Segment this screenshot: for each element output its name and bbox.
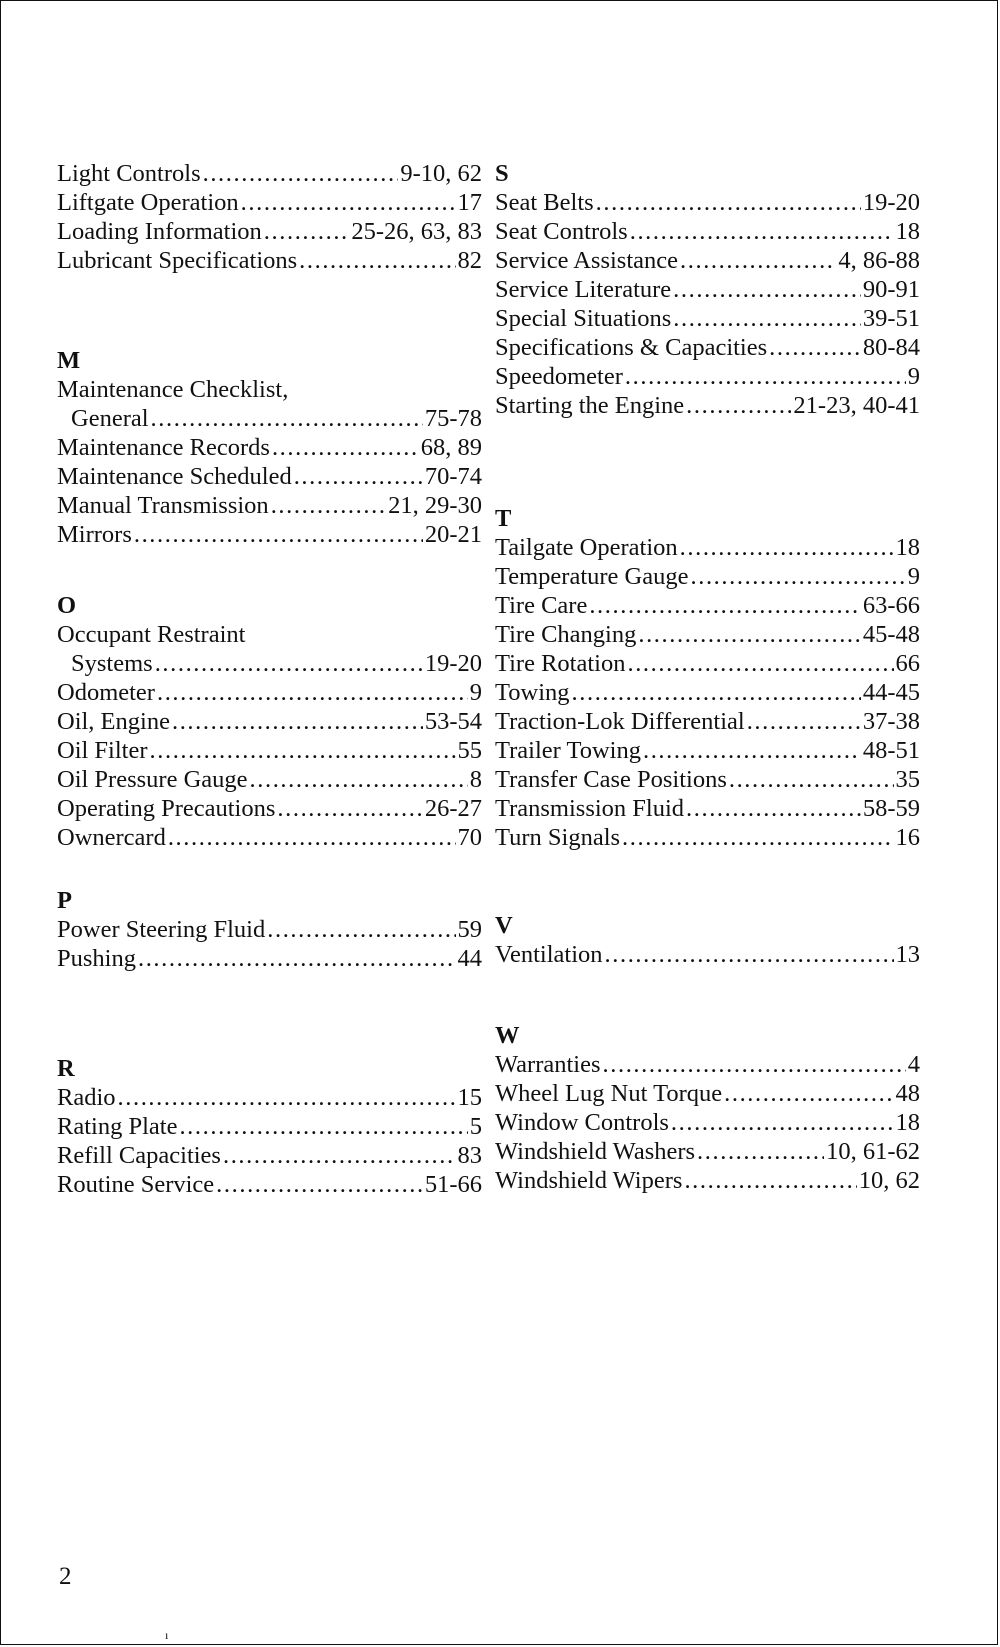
entry-label: Special Situations [495,305,672,332]
section-letter: S [495,160,509,187]
entry-page-numbers: 75-78 [424,405,482,432]
entry-label: Pushing [57,945,136,972]
entry-page-numbers: 19-20 [424,650,482,677]
dot-leader [157,678,468,707]
entry-label: Ownercard [57,824,166,851]
entry-label: Seat Belts [495,189,594,216]
entry-page-numbers: 90-91 [862,276,920,303]
entry-label: Loading Information [57,218,262,245]
dot-leader [299,246,455,275]
entry-page-numbers: 59 [457,916,482,943]
index-entry [495,217,920,246]
index-entry [495,1079,920,1108]
entry-label: Operating Precautions [57,795,276,822]
dot-leader [264,217,350,246]
dot-leader [155,649,423,678]
entry-label: Rating Plate [57,1113,178,1140]
index-entry [57,765,482,794]
index-entry [57,159,482,188]
section-letter: P [57,887,72,914]
entry-page-numbers: 18 [895,218,920,245]
entry-page-numbers: 80-84 [862,334,920,361]
entry-label: Seat Controls [495,218,628,245]
entry-page-numbers: 16 [895,824,920,851]
index-section [495,911,920,969]
entry-label: Windshield Wipers [495,1167,683,1194]
entry-label: Oil Pressure Gauge [57,766,248,793]
entry-page-numbers: 19-20 [862,189,920,216]
index-entry [495,304,920,333]
index-section [495,159,920,420]
dot-leader [680,246,836,275]
entry-page-numbers: 18 [895,1109,920,1136]
entry-label: Temperature Gauge [495,563,689,590]
page-number: 2 [59,1563,72,1590]
entry-label: Maintenance Scheduled [57,463,292,490]
dot-leader [622,823,893,852]
entry-page-numbers: 18 [895,534,920,561]
index-entry [57,462,482,491]
index-entry [57,188,482,217]
entry-label: Manual Transmission [57,492,269,519]
entry-label: General [71,405,149,432]
dot-leader [769,333,861,362]
dot-leader [697,1137,824,1166]
index-section [495,504,920,852]
entry-page-numbers: 21-23, 40-41 [793,392,920,419]
dot-leader [203,159,399,188]
entry-label: Service Assistance [495,247,679,274]
entry-label: Windshield Washers [495,1138,696,1165]
entry-page-numbers: 10, 62 [858,1167,920,1194]
entry-label: Mirrors [57,521,132,548]
dot-leader [680,533,894,562]
dot-leader [572,678,861,707]
entry-label: Trailer Towing [495,737,641,764]
entry-label: Radio [57,1084,116,1111]
entry-label: Window Controls [495,1109,669,1136]
dot-leader [223,1141,456,1170]
dot-leader [272,433,419,462]
index-entry [57,491,482,520]
index-entry [57,620,482,649]
dot-leader [630,217,894,246]
index-entry [495,765,920,794]
index-entry [57,1141,482,1170]
index-entry [57,678,482,707]
index-section [57,591,482,852]
index-entry [495,391,920,420]
entry-page-numbers: 20-21 [424,521,482,548]
entry-page-numbers: 48 [895,1080,920,1107]
entry-page-numbers: 5 [469,1113,482,1140]
index-entry [57,404,482,433]
entry-page-numbers: 26-27 [424,795,482,822]
entry-label: Warranties [495,1051,601,1078]
dot-leader [250,765,468,794]
index-entry [57,1083,482,1112]
index-entry [57,707,482,736]
index-entry [57,794,482,823]
dot-leader [605,940,894,969]
dot-leader [643,736,861,765]
dot-leader [267,915,455,944]
entry-page-numbers: 39-51 [862,305,920,332]
index-section [57,159,482,275]
index-entry [57,520,482,549]
index-entry [495,533,920,562]
entry-page-numbers: 53-54 [424,708,482,735]
section-letter: T [495,505,512,532]
index-entry [57,375,482,404]
entry-label: Starting the Engine [495,392,685,419]
entry-page-numbers: 13 [895,941,920,968]
entry-label: Odometer [57,679,155,706]
index-entry [495,275,920,304]
dot-leader [294,462,423,491]
scan-speck: ı [165,1628,169,1642]
entry-page-numbers: 45-48 [862,621,920,648]
entry-page-numbers: 48-51 [862,737,920,764]
dot-leader [729,765,894,794]
entry-page-numbers: 9-10, 62 [400,160,482,187]
entry-label: Oil, Engine [57,708,170,735]
index-entry [57,1112,482,1141]
index-entry [495,823,920,852]
index-entry [57,246,482,275]
dot-leader [138,944,456,973]
entry-page-numbers: 70-74 [424,463,482,490]
entry-page-numbers: 70 [457,824,482,851]
index-entry [495,1108,920,1137]
entry-page-numbers: 82 [457,247,482,274]
entry-label: Oil Filter [57,737,148,764]
entry-page-numbers: 4 [907,1051,920,1078]
index-entry [495,562,920,591]
index-entry [495,333,920,362]
entry-label: Tire Care [495,592,588,619]
dot-leader [134,520,423,549]
dot-leader [691,562,906,591]
entry-page-numbers: 15 [457,1084,482,1111]
entry-label: Refill Capacities [57,1142,221,1169]
entry-page-numbers: 35 [895,766,920,793]
index-entry [57,1170,482,1199]
entry-page-numbers: 63-66 [862,592,920,619]
section-letter: O [57,592,77,619]
entry-label: Ventilation [495,941,603,968]
dot-leader [271,491,386,520]
index-entry [57,217,482,246]
index-entry [57,823,482,852]
entry-page-numbers: 58-59 [862,795,920,822]
dot-leader [596,188,861,217]
section-letter: W [495,1022,520,1049]
entry-label: Occupant Restraint [57,621,246,648]
index-entry [495,188,920,217]
entry-label: Liftgate Operation [57,189,239,216]
dot-leader [671,1108,894,1137]
dot-leader [118,1083,456,1112]
dot-leader [638,620,860,649]
entry-page-numbers: 9 [907,563,920,590]
entry-label: Specifications & Capacities [495,334,768,361]
entry-label: Lubricant Specifications [57,247,298,274]
index-entry [495,794,920,823]
index-entry [495,707,920,736]
index-entry [495,736,920,765]
index-entry [495,678,920,707]
entry-page-numbers: 55 [457,737,482,764]
dot-leader [241,188,456,217]
dot-leader [172,707,423,736]
entry-label: Systems [71,650,153,677]
index-entry [57,944,482,973]
entry-label: Speedometer [495,363,623,390]
index-entry [495,1050,920,1079]
dot-leader [684,1166,856,1195]
entry-page-numbers: 21, 29-30 [388,492,482,519]
entry-page-numbers: 66 [895,650,920,677]
entry-page-numbers: 25-26, 63, 83 [351,218,482,245]
dot-leader [747,707,861,736]
index-section [495,1021,920,1195]
entry-label: Tire Rotation [495,650,626,677]
index-section [57,886,482,973]
entry-page-numbers: 44-45 [862,679,920,706]
entry-label: Maintenance Records [57,434,270,461]
index-entry [495,1137,920,1166]
index-section [57,346,482,549]
dot-leader [277,794,422,823]
dot-leader [673,304,861,333]
entry-page-numbers: 17 [457,189,482,216]
index-entry [57,736,482,765]
entry-label: Transfer Case Positions [495,766,727,793]
index-entry [57,649,482,678]
entry-page-numbers: 10, 61-62 [826,1138,920,1165]
entry-label: Turn Signals [495,824,621,851]
entry-page-numbers: 44 [457,945,482,972]
entry-label: Towing [495,679,570,706]
entry-page-numbers: 83 [457,1142,482,1169]
index-entry [495,649,920,678]
dot-leader [627,649,893,678]
entry-label: Power Steering Fluid [57,916,266,943]
dot-leader [589,591,861,620]
entry-label: Service Literature [495,276,672,303]
entry-label: Maintenance Checklist, [57,376,289,403]
dot-leader [150,736,456,765]
entry-page-numbers: 9 [907,363,920,390]
dot-leader [151,404,423,433]
dot-leader [686,391,791,420]
dot-leader [724,1079,893,1108]
section-letter: V [495,912,513,939]
entry-page-numbers: 37-38 [862,708,920,735]
entry-page-numbers: 51-66 [424,1171,482,1198]
index-entry [495,591,920,620]
index-entry [495,620,920,649]
index-entry [495,940,920,969]
section-letter: M [57,347,81,374]
entry-label: Routine Service [57,1171,215,1198]
index-entry [57,433,482,462]
index-entry [495,362,920,391]
index-entry [57,915,482,944]
entry-label: Wheel Lug Nut Torque [495,1080,723,1107]
entry-label: Light Controls [57,160,201,187]
entry-page-numbers: 4, 86-88 [838,247,920,274]
dot-leader [179,1112,467,1141]
index-section [57,1054,482,1199]
dot-leader [216,1170,423,1199]
entry-label: Transmission Fluid [495,795,685,822]
entry-page-numbers: 9 [469,679,482,706]
dot-leader [603,1050,906,1079]
index-entry [495,246,920,275]
section-letter: R [57,1055,75,1082]
dot-leader [625,362,906,391]
entry-page-numbers: 8 [469,766,482,793]
entry-page-numbers: 68, 89 [420,434,482,461]
entry-label: Traction-Lok Differential [495,708,745,735]
entry-label: Tire Changing [495,621,637,648]
entry-label: Tailgate Operation [495,534,678,561]
index-entry [495,1166,920,1195]
dot-leader [673,275,861,304]
dot-leader [168,823,456,852]
dot-leader [686,794,861,823]
